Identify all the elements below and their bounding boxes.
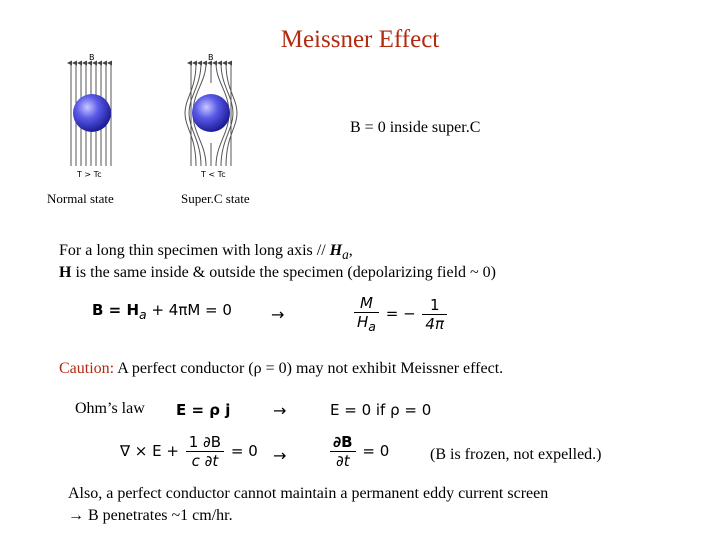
normal-state-sphere	[73, 94, 111, 132]
faraday-result-den: ∂t	[335, 452, 350, 470]
super-state-caption: Super.C state	[181, 191, 250, 206]
faraday-equation	[120, 433, 258, 470]
caution-line	[59, 360, 503, 378]
equation-susceptibility	[352, 294, 449, 334]
faraday-frac-num: 1 ∂B	[186, 433, 224, 452]
ohms-law-label: Ohm’s law	[75, 400, 145, 417]
faraday-result-suffix: = 0	[357, 442, 390, 460]
faraday-prefix: ∇ × E +	[120, 442, 184, 460]
long-specimen-line1	[59, 242, 353, 263]
eq1-arrow: →	[271, 305, 285, 324]
faraday-result	[328, 433, 389, 470]
eq1-equals: = −	[385, 304, 416, 323]
eq1-frac-num: M	[354, 294, 379, 313]
normal-state-caption: Normal state	[47, 191, 114, 206]
eddy-current-line2: → B penetrates ~1 cm/hr.	[68, 507, 233, 524]
eq1-frac-den: H	[357, 313, 369, 331]
caution-label: Caution:	[59, 360, 115, 377]
equation-b-h-m	[92, 301, 232, 322]
frozen-note: (B is frozen, not expelled.)	[430, 446, 602, 463]
eq1-frac2-num: 1	[422, 296, 447, 315]
h-a-symbol: H	[329, 242, 343, 259]
ohm-result: E = 0 if ρ = 0	[330, 401, 432, 419]
super-state-sphere	[192, 94, 230, 132]
line1-suffix: ,	[348, 242, 353, 259]
ohm-arrow: →	[273, 401, 287, 420]
faraday-arrow: →	[273, 446, 287, 465]
faraday-suffix: = 0	[226, 442, 258, 460]
long-specimen-line2-text: is the same inside & outside the specimen (depolarizing field ~ 0)	[71, 264, 496, 281]
eq1-sub: a	[139, 307, 147, 322]
super-temp-label: T < Tc	[201, 170, 226, 179]
eddy-current-line1: Also, a perfect conductor cannot maintain a permanent eddy current screen	[68, 485, 549, 502]
eq1-rhs: + 4πM = 0	[146, 301, 232, 319]
long-specimen-line2	[59, 264, 496, 282]
super-b-label: B	[208, 53, 214, 62]
ohms-law-equation: E = ρ j	[176, 401, 231, 419]
faraday-result-num: ∂B	[330, 433, 356, 452]
faraday-frac-den: c ∂t	[191, 452, 219, 470]
meissner-figure	[55, 48, 255, 183]
h-a-subscript: a	[342, 247, 349, 263]
eq1-frac2-den: 4π	[425, 314, 444, 333]
eq1-frac-den-sub: a	[368, 319, 376, 334]
page-title: Meissner Effect	[280, 26, 440, 53]
eq1-lhs: B = H	[92, 301, 139, 319]
long-specimen-line1-text: For a long thin specimen with long axis //	[59, 242, 330, 259]
normal-temp-label: T > Tc	[77, 170, 102, 179]
h-symbol: H	[59, 264, 72, 281]
normal-b-label: B	[89, 53, 95, 62]
b-zero-note: B = 0 inside super.C	[350, 119, 481, 136]
caution-text: A perfect conductor (ρ = 0) may not exhibit Meissner effect.	[114, 360, 504, 377]
